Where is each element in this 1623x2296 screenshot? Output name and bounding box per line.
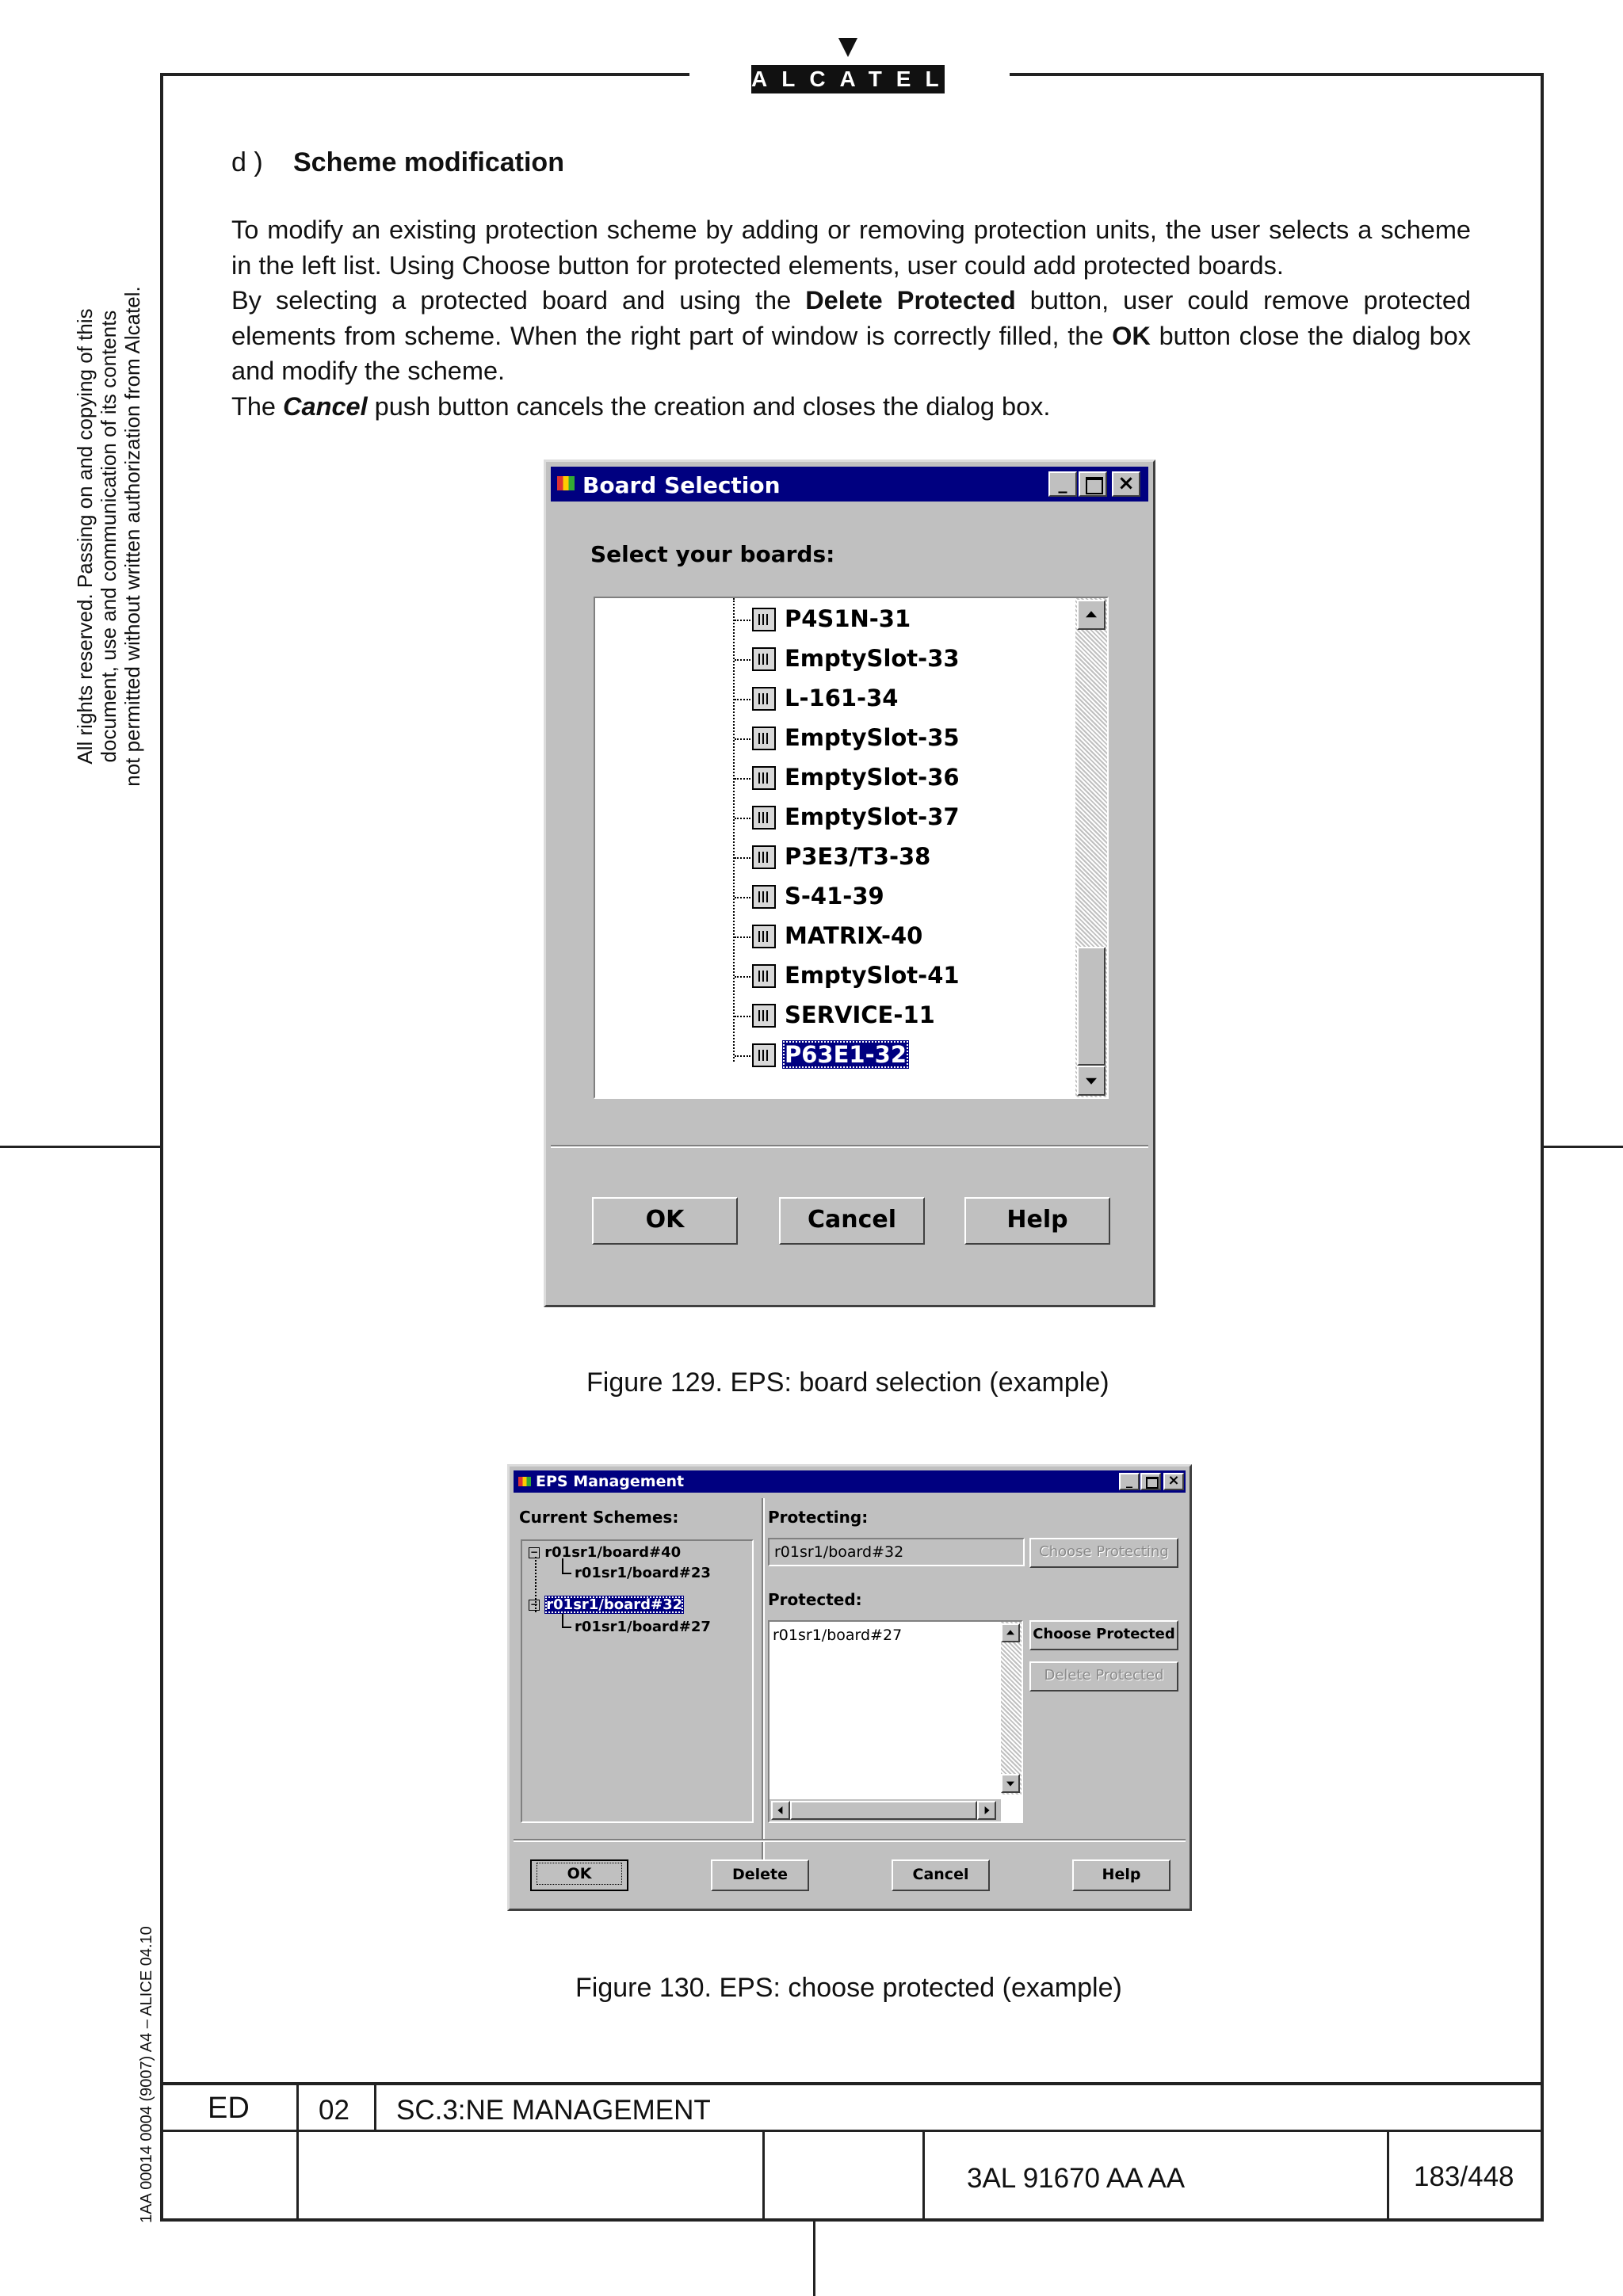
paragraph-3: The Cancel push button cancels the creation and closes the dialog box. [231,391,1051,421]
board-tree-item[interactable]: EmptySlot-41 [785,962,960,989]
tree-connector [735,818,750,819]
paragraph-2: By selecting a protected board and using the Delete Protected button, user could remove protected elements from scheme. When the right part of window is correctly filled, the OK button close the dialog box and modify the scheme. [231,286,1471,385]
choose-protecting-button[interactable]: Choose Protecting [1029,1538,1178,1568]
board-tree-item[interactable]: P4S1N-31 [785,605,911,632]
figure-129-caption: Figure 129. EPS: board selection (example) [586,1367,1109,1398]
board-selection-titlebar [551,467,1148,502]
minimize-button[interactable]: _ [1048,471,1077,497]
footer-col-3 [762,2130,765,2222]
paragraph-1: To modify an existing protection scheme by adding or removing protection units, the user selects a scheme in the left list. Using Choose button for protected elements, user could add protected boards. [231,215,1471,280]
scroll-up-button[interactable] [1077,600,1106,630]
board-icon [752,885,776,909]
select-boards-label: Select your boards: [590,541,835,567]
footer-tail-rule [813,2222,815,2296]
dialog-separator [514,1839,1186,1842]
scroll-down-button[interactable] [1001,1774,1020,1793]
tree-connector [735,897,750,898]
board-icon [752,1043,776,1067]
tree-connector [735,778,750,780]
tree-connector [735,1016,750,1017]
ok-button[interactable]: OK [530,1859,628,1891]
tree-connector [735,620,750,621]
board-tree-item[interactable]: EmptySlot-37 [785,803,960,830]
tree-connector [735,976,750,978]
footer-page-number: 183/448 [1414,2161,1514,2192]
fold-mark-left [0,1146,160,1148]
protected-item[interactable]: r01sr1/board#27 [773,1627,903,1644]
cancel-button[interactable]: Cancel [779,1197,925,1245]
tree-connector [733,598,735,1062]
tree-connector [735,659,750,661]
document-code: 1AA 00014 0004 (9007) A4 – ALICE 04.10 [138,1926,155,2223]
copyright-notice: All rights reserved. Passing on and copying of this document, use and communication of its contents not permitted without written authorization from Alcatel. [73,286,144,787]
protecting-value: r01sr1/board#32 [774,1543,904,1561]
eps-management-dialog [507,1464,1192,1911]
tree-item-scheme-1[interactable]: − r01sr1/board#40 [529,1544,682,1561]
board-tree-item[interactable]: P63E1-32 [782,1040,909,1069]
footer-mid-rule [160,2130,1544,2132]
board-tree-item[interactable]: MATRIX-40 [785,922,923,949]
board-tree-item[interactable]: EmptySlot-36 [785,764,960,791]
board-tree-item[interactable]: EmptySlot-35 [785,724,960,751]
tree-connector [562,1573,571,1574]
protecting-field[interactable] [768,1538,1025,1566]
cancel-button[interactable]: Cancel [892,1859,990,1891]
close-button[interactable]: × [1163,1473,1184,1490]
window-title: EPS Management [536,1473,685,1490]
board-icon [752,647,776,671]
board-icon [752,964,776,988]
board-tree-item[interactable]: L-161-34 [785,685,899,711]
dialog-separator [551,1145,1148,1148]
close-button[interactable]: × [1112,471,1140,497]
footer-top-rule [160,2082,1544,2085]
maximize-button[interactable] [1079,471,1107,497]
figure-130-caption: Figure 130. EPS: choose protected (example) [575,1973,1122,2003]
delete-button[interactable]: Delete [711,1859,809,1891]
footer-doc-ref: 3AL 91670 AA AA [967,2163,1186,2194]
board-icon [752,806,776,830]
section-number: d ) [231,147,263,177]
collapse-icon[interactable]: − [529,1547,539,1558]
app-icon [557,476,575,490]
help-button[interactable]: Help [964,1197,1110,1245]
horizontal-thumb[interactable] [790,1801,977,1820]
board-icon [752,766,776,790]
board-tree-item[interactable]: S-41-39 [785,883,884,910]
pane-divider [762,1498,765,1861]
minimize-button[interactable]: _ [1119,1473,1140,1490]
protected-label: Protected: [768,1590,862,1609]
maximize-button[interactable] [1140,1473,1161,1490]
ok-button[interactable]: OK [592,1197,738,1245]
board-icon [752,925,776,948]
schemes-tree[interactable] [521,1539,754,1823]
board-tree-item[interactable]: SERVICE-11 [785,1001,935,1028]
scroll-right-button[interactable] [977,1801,996,1820]
scroll-up-button[interactable] [1001,1623,1020,1642]
scrollbar-thumb[interactable] [1077,947,1106,1066]
window-title: Board Selection [582,472,781,498]
board-tree-list[interactable] [594,597,1109,1099]
protected-list[interactable] [768,1620,1023,1823]
section-heading [231,147,564,178]
scroll-down-button[interactable] [1077,1066,1106,1096]
collapse-icon[interactable]: − [529,1599,539,1610]
delete-protected-button[interactable]: Delete Protected [1029,1661,1178,1691]
fold-mark-right [1544,1146,1623,1148]
protecting-label: Protecting: [768,1508,869,1527]
board-icon [752,845,776,869]
footer-ed-label: ED [208,2092,250,2125]
alcatel-logo: ALCATEL [751,65,945,93]
board-icon [752,1004,776,1028]
frame-top-left [160,73,689,76]
tree-connector [735,936,750,938]
choose-protected-button[interactable]: Choose Protected [1029,1620,1178,1650]
help-button[interactable]: Help [1072,1859,1170,1891]
logo-arrow-icon [838,38,857,57]
footer-bottom-rule [160,2218,1544,2222]
footer-section: SC.3:NE MANAGEMENT [396,2095,711,2126]
tree-connector [735,738,750,740]
maximize-icon [1086,477,1103,494]
board-selection-dialog [544,460,1155,1307]
vertical-scrollbar[interactable] [1001,1622,1022,1794]
frame-left [160,73,163,2222]
maximize-icon [1146,1477,1159,1489]
section-title: Scheme modification [293,147,564,177]
scroll-left-button[interactable] [771,1801,790,1820]
tree-connector [562,1627,571,1628]
footer-col-4 [922,2130,925,2222]
tree-item-scheme-2[interactable] [529,1596,684,1613]
footer-col-5 [1387,2130,1389,2222]
board-tree-item[interactable]: EmptySlot-33 [785,645,960,672]
board-icon [752,727,776,750]
footer-col-2 [374,2082,376,2131]
selected-scheme: r01sr1/board#32 [546,1596,683,1613]
footer-ed-value: 02 [319,2095,349,2126]
current-schemes-label: Current Schemes: [519,1508,679,1527]
tree-connector [735,699,750,700]
board-icon [752,608,776,631]
tree-item-scheme-1-child[interactable]: r01sr1/board#23 [575,1565,711,1581]
eps-titlebar [514,1470,1186,1493]
body-text [231,212,1471,424]
board-icon [752,687,776,711]
tree-item-scheme-2-child[interactable]: r01sr1/board#27 [575,1619,711,1635]
frame-top-right [1010,73,1544,76]
app-icon [518,1477,531,1486]
tree-connector [735,857,750,859]
footer-col-1 [296,2082,299,2222]
tree-connector [735,1055,750,1057]
board-tree-item[interactable]: P3E3/T3-38 [785,843,931,870]
